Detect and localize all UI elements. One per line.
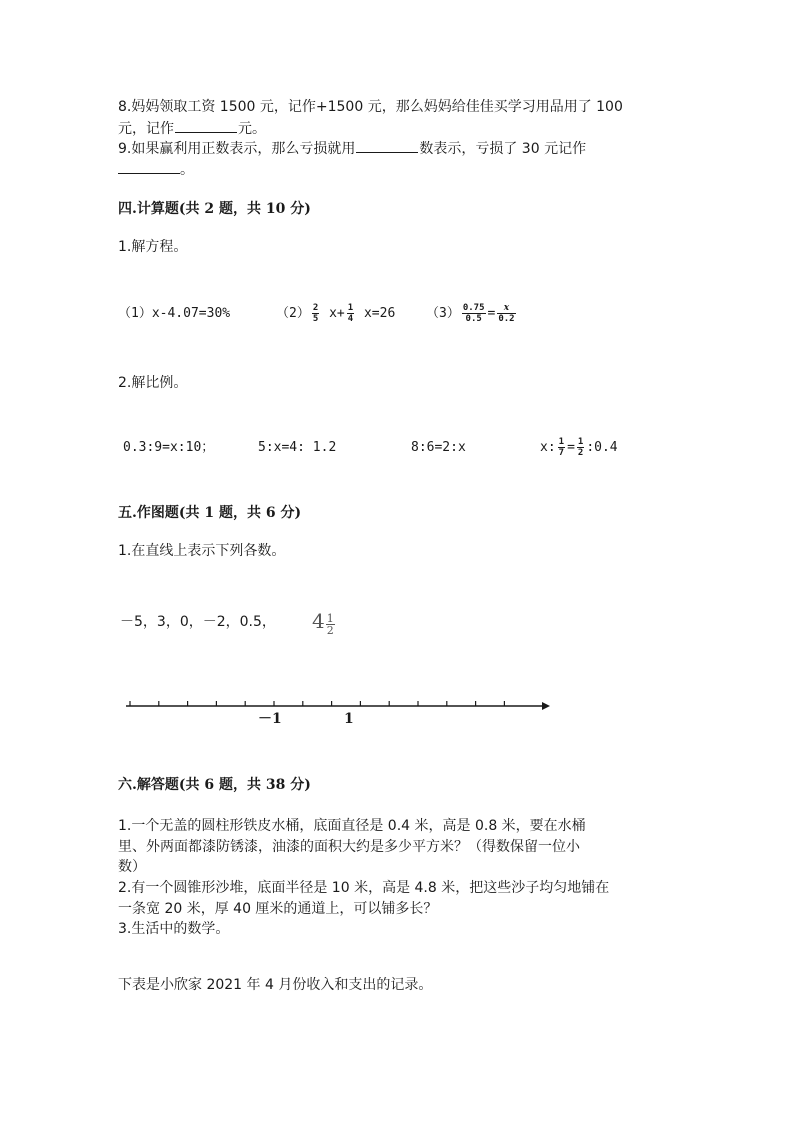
- mixed-number-fraction: [326, 613, 335, 636]
- question-6-2-line-2: 一条宽 20 米，厚 40 厘米的通道上，可以铺多长？: [118, 901, 438, 917]
- question-8-line-1: 8.妈妈领取工资 1500 元，记作+1500 元，那么妈妈给佳佳买学习用品用了 100: [118, 99, 623, 115]
- section-4-part-1-title: 1.解方程。: [118, 239, 188, 255]
- question-9-line-1-post: 数表示，亏损了 30 元记作: [419, 141, 587, 157]
- equation-2-post: x=26: [363, 306, 396, 321]
- equation-2-mid: x+: [329, 306, 345, 321]
- fraction-numerator: 1: [347, 303, 354, 313]
- proportion-4-post: :0.4: [586, 440, 618, 455]
- question-6-3-title: 3.生活中的数学。: [118, 921, 230, 937]
- question-8-line-2-post: 元。: [238, 121, 266, 137]
- arrow-head-icon: [542, 702, 550, 710]
- section-6-title: 六.解答题(共 6 题，共 38 分): [118, 777, 311, 793]
- fraction-numerator: 1: [558, 437, 565, 447]
- fraction: [312, 303, 319, 324]
- question-9-line-2-post: 。: [180, 162, 194, 178]
- section-5-title: 五.作图题(共 1 题，共 6 分): [118, 505, 302, 521]
- axis-label-negative-one: －1: [258, 711, 282, 727]
- section-5-part-1-title: 1.在直线上表示下列各数。: [118, 543, 286, 559]
- fraction-numerator: 2: [312, 303, 319, 313]
- equation-3: [426, 303, 518, 325]
- fraction: [347, 303, 354, 324]
- question-6-1-line-2: 里、外两面都漆防锈漆，油漆的面积大约是多少平方米？（得数保留一位小: [118, 839, 580, 855]
- fraction-numerator: 1: [326, 611, 334, 625]
- fraction: [462, 303, 486, 324]
- question-8-line-2: [118, 118, 266, 140]
- fraction-numerator: x: [497, 303, 515, 314]
- question-6-1-line-3: 数）: [118, 859, 146, 875]
- equation-2: [276, 303, 395, 325]
- question-9-line-1: [118, 138, 586, 160]
- proportion-4: [540, 437, 618, 459]
- fraction-denominator: 0.2: [498, 314, 515, 324]
- proportion-3: 8:6=2:x: [411, 440, 466, 455]
- mixed-number-whole: 4: [312, 609, 325, 633]
- proportion-1: 0.3:9=x:10；: [123, 440, 215, 455]
- question-8-line-2-pre: 元，记作: [118, 121, 174, 137]
- fraction-denominator: 7: [558, 448, 565, 458]
- section-4-part-2-title: 2.解比例。: [118, 375, 188, 391]
- answer-blank[interactable]: [175, 118, 237, 133]
- fraction: [497, 303, 515, 324]
- question-9-line-1-pre: 9.如果赢利用正数表示，那么亏损就用: [118, 141, 356, 157]
- proportion-2: 5:x=4: 1.2: [258, 440, 337, 455]
- proportion-4-prefix: x:: [540, 440, 556, 455]
- equation-3-prefix: （3）: [426, 306, 460, 321]
- equals-sign: =: [487, 306, 496, 321]
- fraction-numerator: 1: [577, 437, 584, 447]
- fraction-denominator: 2: [326, 623, 334, 637]
- answer-blank[interactable]: [118, 159, 180, 174]
- section-4-title: 四.计算题(共 2 题，共 10 分): [118, 201, 311, 217]
- numbers-list: －5，3，0，－2，0.5，: [120, 614, 276, 630]
- mixed-number: [312, 606, 335, 639]
- equation-1: （1）x-4.07=30%: [118, 306, 231, 321]
- number-line: [120, 690, 560, 730]
- fraction: [577, 437, 584, 458]
- fraction-numerator: 0.75: [462, 303, 485, 313]
- fraction-denominator: 5: [312, 314, 319, 324]
- question-6-2-line-1: 2.有一个圆锥形沙堆，底面半径是 10 米，高是 4.8 米，把这些沙子均匀地铺在: [118, 880, 610, 896]
- equation-2-prefix: （2）: [276, 306, 310, 321]
- fraction-denominator: 4: [347, 314, 354, 324]
- question-9-line-2: [118, 159, 194, 181]
- question-6-1-line-1: 1.一个无盖的圆柱形铁皮水桶，底面直径是 0.4 米，高是 0.8 米，要在水桶: [118, 818, 586, 834]
- fraction-denominator: 0.5: [465, 314, 482, 324]
- axis-label-one: 1: [344, 711, 354, 727]
- question-6-3-intro: 下表是小欣家 2021 年 4 月份收入和支出的记录。: [118, 977, 433, 993]
- fraction: [558, 437, 565, 458]
- answer-blank[interactable]: [356, 138, 418, 153]
- fraction-denominator: 2: [577, 448, 584, 458]
- equals-sign: =: [567, 440, 575, 455]
